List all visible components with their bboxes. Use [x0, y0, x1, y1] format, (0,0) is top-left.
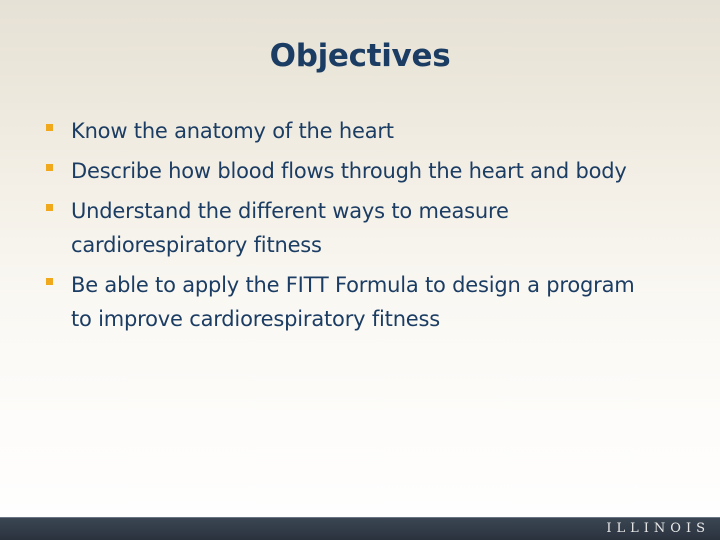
bullet-item	[44, 154, 654, 188]
square-bullet-icon	[46, 204, 53, 211]
bullet-item	[44, 194, 654, 262]
square-bullet-icon	[46, 278, 53, 285]
bullet-list	[44, 114, 654, 342]
square-bullet-icon	[46, 164, 53, 171]
bullet-text: Understand the different ways to measure cardiorespiratory fitness	[71, 199, 509, 257]
bullet-item	[44, 114, 654, 148]
bullet-item	[44, 268, 654, 336]
bullet-text: Be able to apply the FITT Formula to design a program to improve cardiorespiratory fitness	[71, 273, 635, 331]
slide-title: Objectives	[269, 38, 451, 74]
square-bullet-icon	[46, 124, 53, 131]
bullet-text: Know the anatomy of the heart	[71, 119, 394, 143]
bullet-text: Describe how blood flows through the heart and body	[71, 159, 627, 183]
illinois-logo: ILLINOIS	[606, 521, 710, 536]
